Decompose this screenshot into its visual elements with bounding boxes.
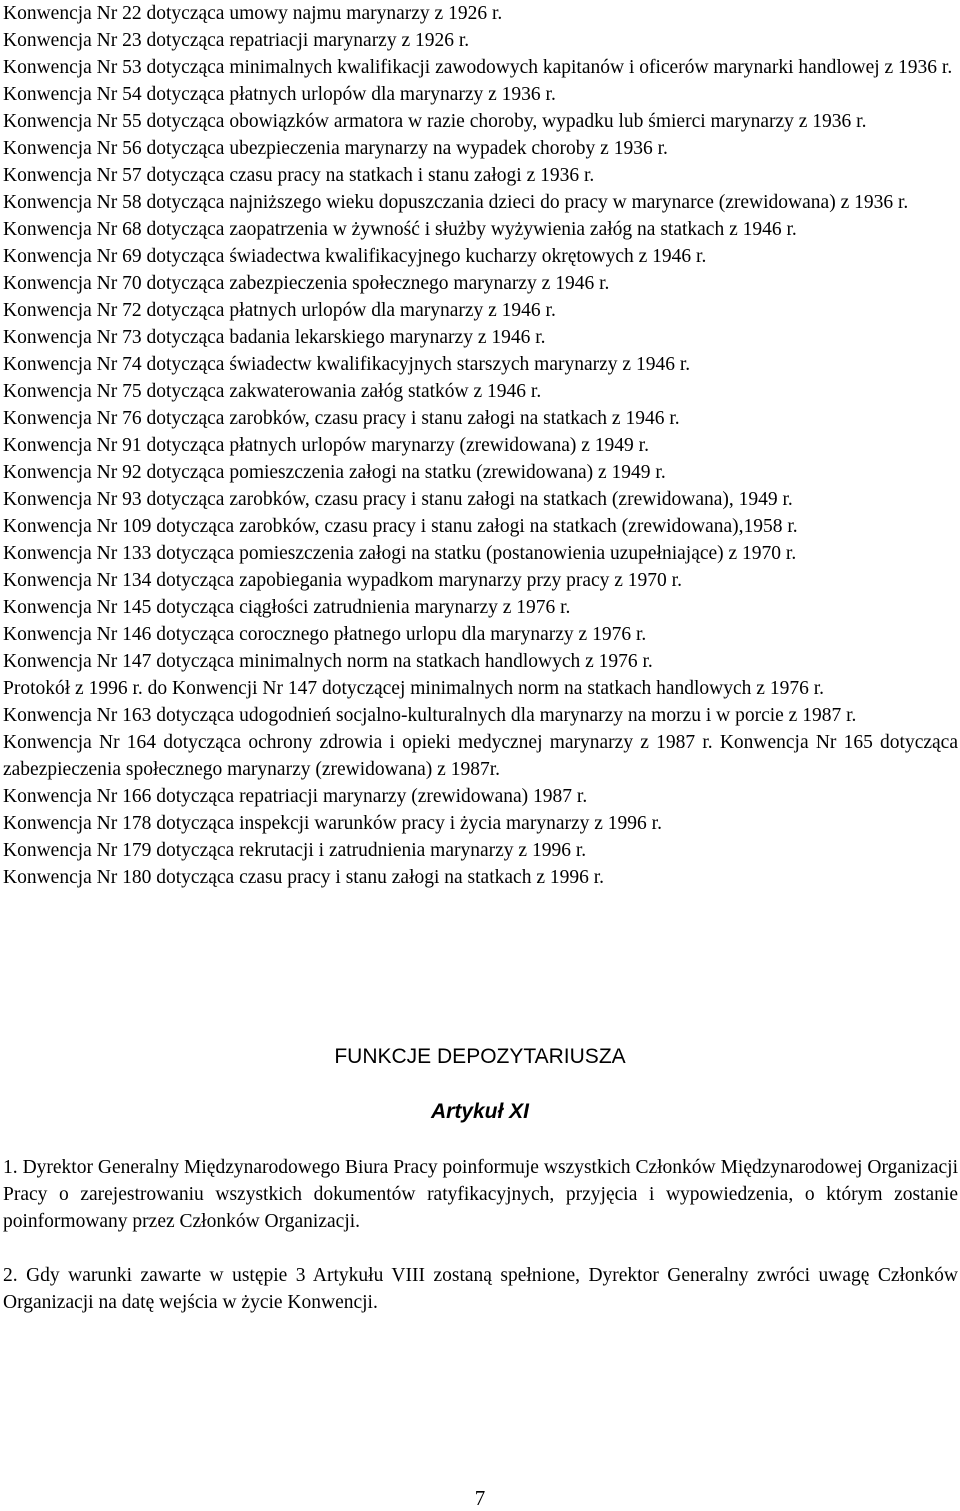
- list-item: Konwencja Nr 92 dotycząca pomieszczenia załogi na statku (zrewidowana) z 1949 r.: [3, 462, 666, 483]
- section-heading: FUNKCJE DEPOZYTARIUSZA: [334, 1045, 626, 1068]
- list-item: Konwencja Nr 179 dotycząca rekrutacji i zatrudnienia marynarzy z 1996 r.: [3, 840, 587, 861]
- list-item: Konwencja Nr 58 dotycząca najniższego wieku dopuszczania dzieci do pracy w marynarce (zrewidowana) z 1936 r.: [3, 192, 909, 213]
- page-number: 7: [474, 1486, 486, 1510]
- list-item: Konwencja Nr 23 dotycząca repatriacji marynarzy z 1926 r.: [3, 30, 470, 51]
- list-item: Konwencja Nr 76 dotycząca zarobków, czasu pracy i stanu załogi na statkach z 1946 r.: [3, 408, 680, 429]
- paragraph-2: 2. Gdy warunki zawarte w ustępie 3 Artykułu VIII zostaną spełnione, Dyrektor Generalny zwróci uwagę Członków Organizacji na datę wejścia w życie Konwencji.: [3, 1265, 958, 1313]
- list-item: Konwencja Nr 180 dotycząca czasu pracy i stanu załogi na statkach z 1996 r.: [3, 867, 605, 888]
- list-item: Konwencja Nr 146 dotycząca corocznego płatnego urlopu dla marynarzy z 1976 r.: [3, 624, 647, 645]
- list-item: Konwencja Nr 69 dotycząca świadectwa kwalifikacyjnego kucharzy okrętowych z 1946 r.: [3, 246, 707, 267]
- list-item: Konwencja Nr 91 dotycząca płatnych urlopów marynarzy (zrewidowana) z 1949 r.: [3, 435, 649, 456]
- list-item: Konwencja Nr 75 dotycząca zakwaterowania załóg statków z 1946 r.: [3, 381, 542, 402]
- list-item: Konwencja Nr 164 dotycząca ochrony zdrowia i opieki medycznej marynarzy z 1987 r. Konwencja Nr 165 dotycząca zabezpieczenia społecznego marynarzy (zrewidowana) z 1987r.: [3, 732, 958, 780]
- list-item: Konwencja Nr 133 dotycząca pomieszczenia załogi na statku (postanowienia uzupełniające) z 1970 r.: [3, 543, 797, 564]
- list-item: Konwencja Nr 134 dotycząca zapobiegania wypadkom marynarzy przy pracy z 1970 r.: [3, 570, 682, 591]
- list-item: Konwencja Nr 166 dotycząca repatriacji marynarzy (zrewidowana) 1987 r.: [3, 786, 588, 807]
- list-item: Konwencja Nr 68 dotycząca zaopatrzenia w żywność i służby wyżywienia załóg na statkach z 1946 r.: [3, 219, 797, 240]
- article-heading: Artykuł XI: [430, 1100, 530, 1123]
- list-item: Konwencja Nr 93 dotycząca zarobków, czasu pracy i stanu załogi na statkach (zrewidowana), 1949 r.: [3, 489, 793, 510]
- list-item: Konwencja Nr 109 dotycząca zarobków, czasu pracy i stanu załogi na statkach (zrewidowana),1958 r.: [3, 516, 798, 537]
- list-item: Konwencja Nr 70 dotycząca zabezpieczenia społecznego marynarzy z 1946 r.: [3, 273, 610, 294]
- list-item: Konwencja Nr 22 dotycząca umowy najmu marynarzy z 1926 r.: [3, 3, 503, 24]
- list-item: Konwencja Nr 145 dotycząca ciągłości zatrudnienia marynarzy z 1976 r.: [3, 597, 571, 618]
- list-item: Konwencja Nr 147 dotycząca minimalnych norm na statkach handlowych z 1976 r.: [3, 651, 653, 672]
- list-item: Konwencja Nr 55 dotycząca obowiązków armatora w razie choroby, wypadku lub śmierci marynarzy z 1936 r.: [3, 111, 867, 132]
- paragraph-1: 1. Dyrektor Generalny Międzynarodowego Biura Pracy poinformuje wszystkich Członków Międzynarodowej Organizacji Pracy o zarejestrowaniu wszystkich dokumentów ratyfikacyjnych, przyjęcia i wypowiedzenia, o którym zostanie poinformowany przez Członków Organizacji.: [3, 1157, 958, 1232]
- conventions-list: [3, 0, 958, 891]
- list-item: Protokół z 1996 r. do Konwencji Nr 147 dotyczącej minimalnych norm na statkach handlowych z 1976 r.: [3, 678, 824, 699]
- list-item: Konwencja Nr 54 dotycząca płatnych urlopów dla marynarzy z 1936 r.: [3, 84, 556, 105]
- list-item: Konwencja Nr 57 dotycząca czasu pracy na statkach i stanu załogi z 1936 r.: [3, 165, 595, 186]
- list-item: Konwencja Nr 53 dotycząca minimalnych kwalifikacji zawodowych kapitanów i oficerów marynarki handlowej z 1936 r.: [3, 57, 953, 78]
- list-item: Konwencja Nr 56 dotycząca ubezpieczenia marynarzy na wypadek choroby z 1936 r.: [3, 138, 668, 159]
- list-item: Konwencja Nr 178 dotycząca inspekcji warunków pracy i życia marynarzy z 1996 r.: [3, 813, 662, 834]
- list-item: Konwencja Nr 74 dotycząca świadectw kwalifikacyjnych starszych marynarzy z 1946 r.: [3, 354, 691, 375]
- list-item: Konwencja Nr 163 dotycząca udogodnień socjalno-kulturalnych dla marynarzy na morzu i w porcie z 1987 r.: [3, 705, 857, 726]
- list-item: Konwencja Nr 73 dotycząca badania lekarskiego marynarzy z 1946 r.: [3, 327, 546, 348]
- list-item: Konwencja Nr 72 dotycząca płatnych urlopów dla marynarzy z 1946 r.: [3, 300, 556, 321]
